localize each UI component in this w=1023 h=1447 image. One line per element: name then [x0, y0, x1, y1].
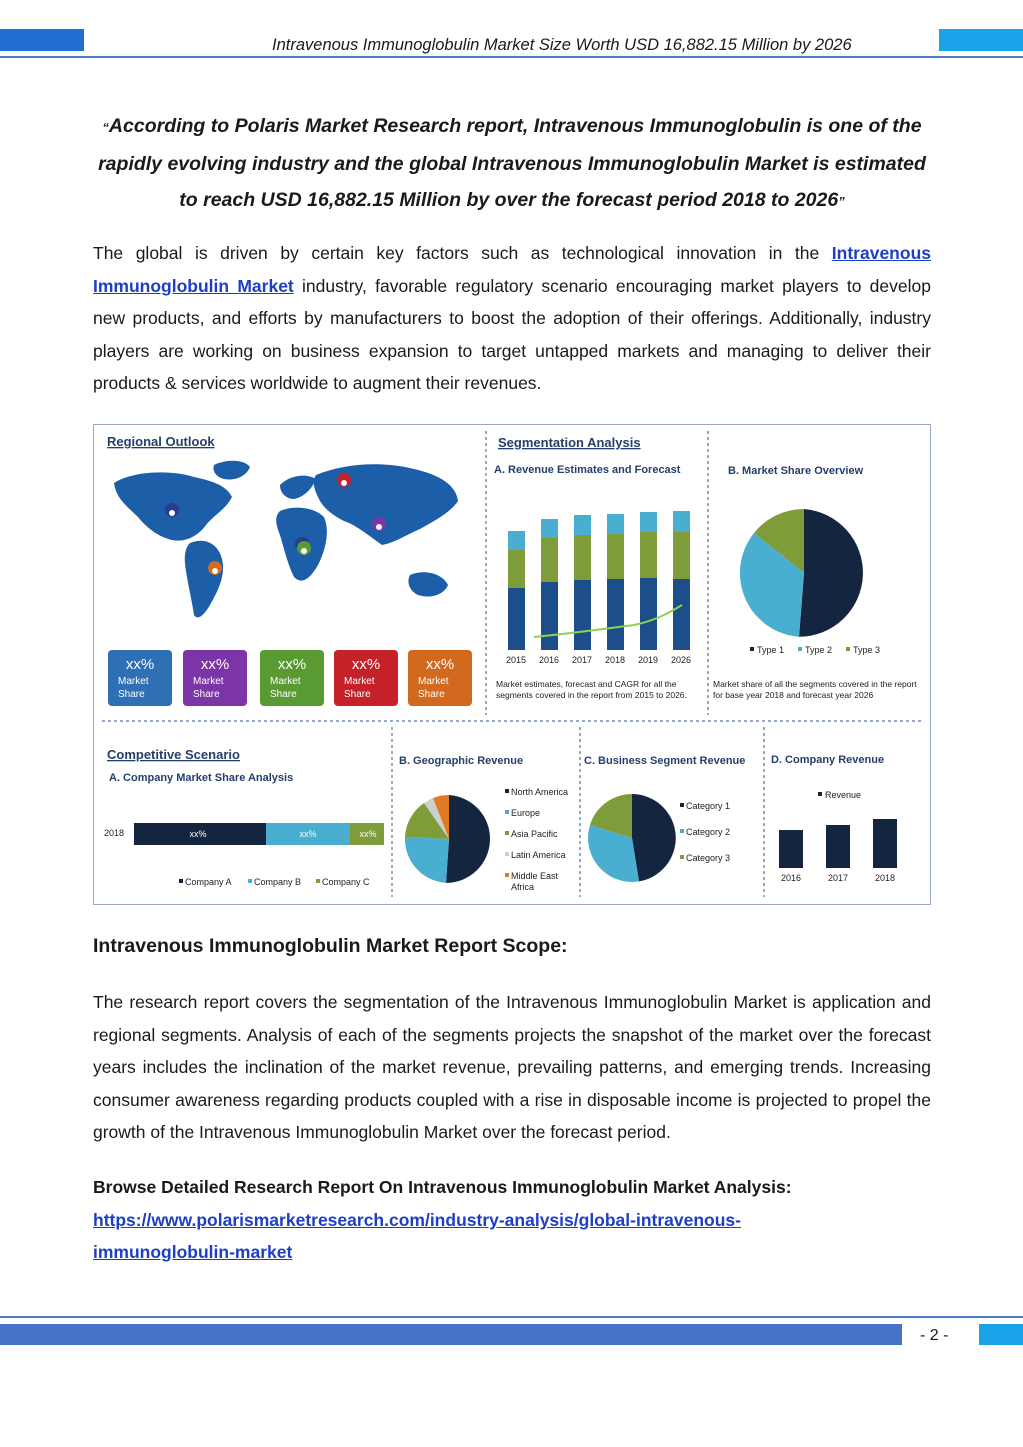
scope-heading: Intravenous Immunoglobulin Market Report Scope:	[93, 935, 568, 957]
legend-company-a: Company A	[185, 877, 232, 887]
report-link-line2: immunoglobulin-market	[93, 1242, 293, 1263]
legend-company-c: Company C	[322, 877, 370, 887]
card-label: Market	[418, 676, 449, 687]
card-label: Share	[270, 689, 297, 700]
segmentation-title: Segmentation Analysis	[498, 435, 641, 450]
market-link[interactable]: Intravenous Immunoglobulin Market	[93, 243, 931, 296]
card-value: xx%	[125, 656, 155, 673]
report-link[interactable]	[93, 1210, 741, 1263]
card-value: xx%	[425, 656, 455, 673]
legend-type2: Type 2	[805, 645, 833, 655]
bar-segment	[607, 514, 624, 534]
pie-slice	[446, 795, 490, 883]
bar-segment	[673, 532, 690, 579]
card-value: xx%	[277, 656, 307, 673]
bar-segment	[640, 512, 657, 532]
header-rule	[0, 56, 1023, 58]
revenue-forecast-title: A. Revenue Estimates and Forecast	[494, 464, 681, 476]
pie-slice	[405, 837, 449, 883]
revenue-bar	[779, 830, 803, 868]
legend-category1: Category 1	[686, 801, 731, 811]
year-label: 2019	[637, 655, 659, 665]
legend-asia-pacific: Asia Pacific	[511, 829, 558, 839]
card-label: Share	[344, 689, 371, 700]
bar-segment	[508, 550, 525, 588]
competitive-title: Competitive Scenario	[107, 747, 240, 762]
legend-latin-america: Latin America	[511, 850, 566, 860]
bar-segment	[574, 515, 591, 535]
bar-value: xx%	[189, 829, 207, 839]
legend-africa: Africa	[511, 882, 535, 892]
legend-middle-east: Middle East	[511, 871, 559, 881]
bar-year: 2018	[104, 828, 125, 838]
revenue-caption: Market estimates, forecast and CAGR for all the segments covered in the report from 2015 to 2026.	[496, 679, 687, 700]
market-infographic	[93, 424, 931, 905]
pull-quote	[93, 108, 931, 220]
business-pie	[588, 794, 676, 882]
intro-text-before: The global is driven by certain key factors such as technological innovation in the	[93, 243, 832, 263]
bar-segment	[541, 538, 558, 582]
share-card	[260, 650, 324, 706]
share-card	[334, 650, 398, 706]
legend-company-b: Company B	[254, 877, 302, 887]
bar-segment	[673, 511, 690, 532]
company-revenue-title: D. Company Revenue	[771, 754, 885, 766]
year-label: 2015	[505, 655, 527, 665]
browse-label: Browse Detailed Research Report On Intravenous Immunoglobulin Market Analysis:	[93, 1177, 792, 1197]
regional-title: Regional Outlook	[107, 434, 215, 449]
card-label: Market	[118, 676, 149, 687]
geographic-title: B. Geographic Revenue	[399, 755, 524, 767]
bar-segment	[607, 579, 624, 650]
pie-slice	[632, 794, 676, 881]
share-card	[183, 650, 247, 706]
year-label: 2026	[670, 655, 692, 665]
footer-rule	[0, 1316, 1023, 1318]
share-card	[408, 650, 472, 706]
quote-open-mark: “	[102, 120, 109, 135]
quote-close-mark: ”	[838, 194, 845, 209]
intro-paragraph	[93, 237, 931, 400]
share-card	[108, 650, 172, 706]
year-label: 2017	[827, 873, 849, 883]
bar-segment	[541, 519, 558, 538]
bar-segment	[673, 579, 690, 650]
year-label: 2018	[874, 873, 896, 883]
bar-segment	[508, 588, 525, 650]
bar-segment	[607, 534, 624, 579]
legend-category2: Category 2	[686, 827, 731, 837]
quote-text: According to Polaris Market Research report, Intravenous Immunoglobulin is one of the rapidly evolving industry and the global Intravenous Immunoglobulin Market is estimated to reach USD 16,882.15 Million by over the forecast period 2018 to 2026	[98, 115, 926, 211]
legend-north-america: North America	[511, 787, 569, 797]
geographic-pie	[405, 795, 490, 883]
legend-type3: Type 3	[853, 645, 881, 655]
year-label: 2016	[780, 873, 802, 883]
header-accent-right	[939, 29, 1023, 51]
year-label: 2018	[604, 655, 626, 665]
card-label: Share	[418, 689, 445, 700]
footer-bar	[0, 1324, 902, 1345]
card-label: Market	[193, 676, 224, 687]
legend-category3: Category 3	[686, 853, 731, 863]
world-map	[114, 461, 458, 618]
bar-segment	[640, 532, 657, 578]
legend-europe: Europe	[511, 808, 541, 818]
pie-slice	[799, 509, 863, 637]
bar-segment	[541, 582, 558, 650]
revenue-bar	[826, 825, 850, 868]
intro-text-after: industry, favorable regulatory scenario encouraging market players to develop new products, and efforts by manufacturers to boost the adoption of their offerings. Additionally, industry players are working on business expansion to target untapped markets and managing to deliver their products & services worldwide to augment their revenues.	[93, 275, 931, 394]
year-label: 2017	[571, 655, 593, 665]
card-label: Market	[344, 676, 375, 687]
bar-segment	[574, 535, 591, 580]
header-title: Intravenous Immunoglobulin Market Size Worth USD 16,882.15 Million by 2026	[272, 36, 852, 54]
card-label: Share	[193, 689, 220, 700]
company-share-title: A. Company Market Share Analysis	[109, 772, 294, 784]
year-label: 2016	[538, 655, 560, 665]
bar-segment	[640, 578, 657, 650]
market-share-pie	[740, 509, 863, 637]
header-accent-left	[0, 29, 84, 51]
legend-type1: Type 1	[757, 645, 785, 655]
business-title: C. Business Segment Revenue	[584, 755, 746, 767]
browse-section	[93, 1171, 931, 1269]
market-share-title: B. Market Share Overview	[728, 465, 864, 477]
report-link-line1: https://www.polarismarketresearch.com/industry-analysis/global-intravenous-	[93, 1209, 741, 1230]
card-value: xx%	[200, 656, 230, 673]
bar-value: xx%	[299, 829, 317, 839]
card-label: Share	[118, 689, 145, 700]
scope-paragraph: The research report covers the segmentation of the Intravenous Immunoglobulin Market is application and regional segments. Analysis of each of the segments projects the snapshot of the market over the forecast years includes the inclination of the market revenue, prevailing patterns, and emerging trends. Increasing consumer awareness regarding products coupled with a rise in disposable income is projected to propel the growth of the Intravenous Immunoglobulin Market over the forecast period.	[93, 992, 931, 1143]
footer-accent-right	[979, 1324, 1023, 1345]
bar-segment	[508, 531, 525, 550]
bar-segment	[574, 580, 591, 650]
legend-revenue: Revenue	[825, 790, 862, 800]
revenue-bar	[873, 819, 897, 868]
card-label: Market	[270, 676, 301, 687]
share-caption: Market share of all the segments covered in the report for base year 2018 and forecast year 2026	[713, 679, 917, 700]
page-number: - 2 -	[920, 1327, 949, 1344]
bar-value: xx%	[359, 829, 377, 839]
card-value: xx%	[351, 656, 381, 673]
